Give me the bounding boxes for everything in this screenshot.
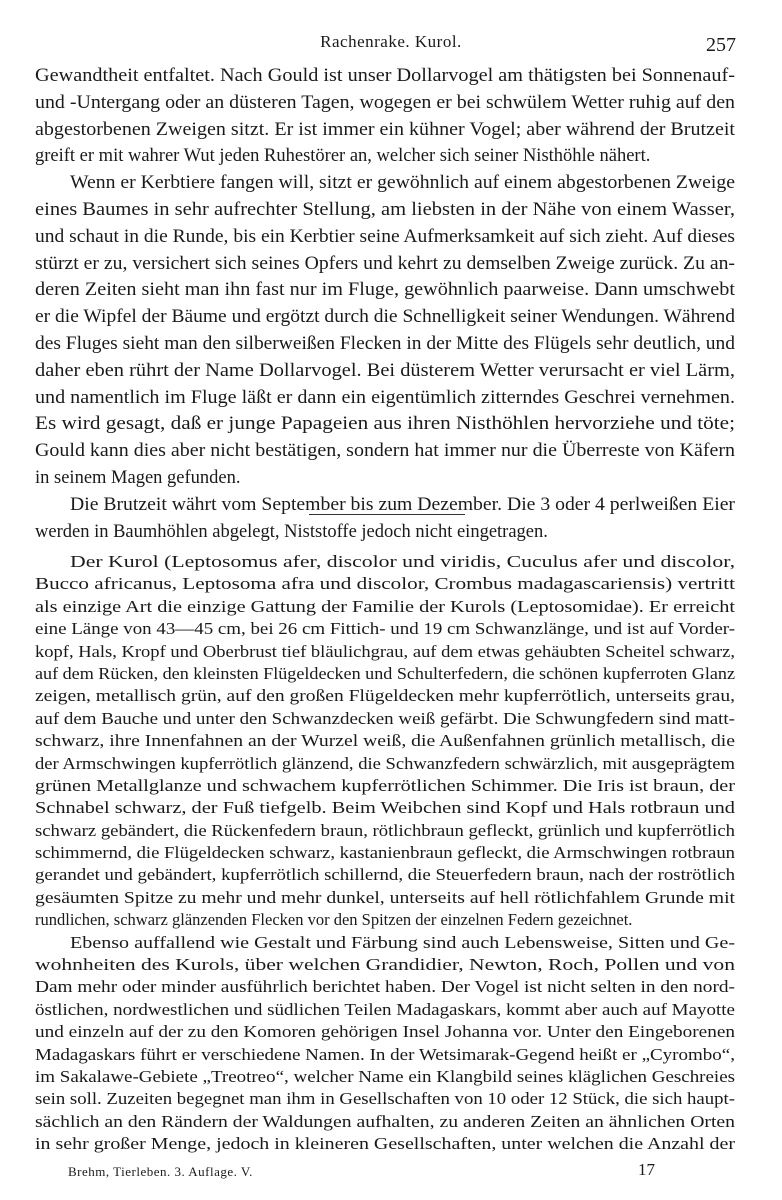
text-line xyxy=(35,170,735,197)
line-text: werden in Baumhöhlen abgelegt, Niststoffe jedoch nicht eingetragen. xyxy=(35,521,548,542)
text-line xyxy=(35,63,735,90)
text-line xyxy=(35,117,735,144)
line-text: sächlich an den Rändern der Waldungen aufhalten, zu anderen Zeiten an ähnlichen Orten xyxy=(35,1111,735,1131)
line-text: Wenn er Kerbtiere fangen will, sitzt er gewöhnlich auf einem abgestorbenen Zweige xyxy=(70,173,735,194)
line-text: schwarz, ihre Innenfahnen an der Wurzel weiß, die Außenfahnen grünlich metallisch, die xyxy=(35,731,735,751)
line-text: in sehr großer Menge, jedoch in kleineren Gesellschaften, unter welchen die Anzahl der xyxy=(35,1134,735,1154)
text-line xyxy=(35,1044,735,1066)
text-block-kurol xyxy=(35,551,735,1156)
text-line xyxy=(35,909,735,931)
text-line xyxy=(35,820,735,842)
text-line xyxy=(35,1088,735,1110)
text-line xyxy=(35,465,735,492)
text-line xyxy=(35,331,735,358)
text-line xyxy=(35,864,735,886)
paragraph xyxy=(35,492,735,546)
line-text: Die Brutzeit währt vom September bis zum Dezember. Die 3 oder 4 perlweißen Eier xyxy=(70,494,735,515)
line-text: eines Baumes in sehr aufrechter Stellung, am liebsten in der Nähe von einem Wasser, xyxy=(35,199,735,220)
line-text: abgestorbenen Zweigen sitzt. Er ist immer ein kühner Vogel; aber während der Brutzeit xyxy=(35,119,735,140)
text-line xyxy=(35,753,735,775)
text-line xyxy=(35,251,735,278)
line-text: Es wird gesagt, daß er junge Papageien aus ihren Nisthöhlen hervorziehe und töte; xyxy=(35,414,735,435)
line-text: und einzeln auf der zu den Komoren gehörigen Insel Johanna vor. Unter den Eingeborenen xyxy=(35,1022,736,1042)
line-text: auf dem Rücken, den kleinsten Flügeldecken und Schulterfedern, die schönen kupferroten Glanz xyxy=(35,663,735,683)
text-line xyxy=(35,573,735,595)
text-line xyxy=(35,999,735,1021)
text-line xyxy=(35,932,735,954)
text-line xyxy=(35,618,735,640)
section-divider xyxy=(309,514,465,515)
line-text: und schaut in die Runde, bis ein Kerbtier seine Aufmerksamkeit auf sich zieht. Auf dieses xyxy=(35,226,735,247)
text-line xyxy=(35,954,735,976)
text-line xyxy=(35,90,735,117)
text-line xyxy=(35,663,735,685)
text-line xyxy=(35,1133,735,1155)
text-line xyxy=(35,708,735,730)
line-text: der Armschwingen kupferrötlich glänzend, die Schwanzfedern schwärzlich, mit ausgeprägtem xyxy=(35,753,735,773)
text-line xyxy=(35,519,735,546)
footer-signature: Brehm, Tierleben. 3. Auflage. V. xyxy=(68,1164,253,1179)
text-line xyxy=(35,304,735,331)
text-line xyxy=(35,143,735,170)
line-text: rundlichen, schwarz glänzenden Flecken vor den Spitzen der einzelnen Federn gezeichnet. xyxy=(35,910,633,930)
text-line xyxy=(35,685,735,707)
paragraph xyxy=(35,551,735,932)
line-text: des Fluges sieht man den silberweißen Flecken in der Mitte des Flügels sehr deutlich, und xyxy=(35,333,735,354)
line-text: im Sakalawe-Gebiete „Treotreo“, welcher Name ein Klangbild seines kläglichen Geschreies xyxy=(35,1066,735,1086)
line-text: Gould kann dies aber nicht bestätigen, sondern hat immer nur die Überreste von Käfern xyxy=(35,441,735,462)
footer-sheet-number: 17 xyxy=(638,1160,655,1179)
line-text: schimmernd, die Flügeldecken schwarz, kastanienbraun gefleckt, die Armschwingen rotbraun xyxy=(35,843,735,863)
line-text: er die Wipfel der Bäume und ergötzt durch die Schnelligkeit seiner Wendungen. Während xyxy=(35,307,735,328)
line-text: eine Länge von 43—45 cm, bei 26 cm Fittich- und 19 cm Schwanzlänge, und ist auf Vorder- xyxy=(35,619,735,639)
text-line xyxy=(35,551,735,573)
line-text: als einzige Art die einzige Gattung der Familie der Kurols (Leptosomidae). Er erreicht xyxy=(35,596,735,616)
text-block-dollarvogel xyxy=(35,63,735,545)
text-line xyxy=(35,641,735,663)
text-line xyxy=(35,197,735,224)
line-text: schwarz gebändert, die Rückenfedern braun, rötlichbraun gefleckt, grünlich und kupferrötlich xyxy=(35,820,735,840)
running-header xyxy=(0,30,782,54)
line-text: Gewandtheit entfaltet. Nach Gould ist unser Dollarvogel am thätigsten bei Sonnenauf- xyxy=(35,66,735,86)
line-text: Madagaskars führt er verschiedene Namen. In der Wetsimarak-Gegend heißt er „Cyrombo“, xyxy=(35,1044,735,1064)
text-line xyxy=(35,1021,735,1043)
line-text: greift er mit wahrer Wut jeden Ruhestörer an, welcher sich seiner Nisthöhle nähert. xyxy=(35,146,651,167)
text-line xyxy=(35,797,735,819)
text-line xyxy=(35,438,735,465)
text-line xyxy=(35,385,735,412)
line-text: und -Untergang oder an düsteren Tagen, wogegen er bei schwülem Wetter ruhig auf den xyxy=(35,92,735,113)
text-line xyxy=(35,411,735,438)
text-line xyxy=(35,842,735,864)
text-line xyxy=(35,1111,735,1133)
line-text: gesäumten Spitze zu mehr und mehr dunkel, unterseits auf hell rötlichfahlem Grunde mit xyxy=(35,887,735,907)
line-text: grünen Metallglanze und schwachem kupferrötlichen Schimmer. Die Iris ist braun, der xyxy=(35,775,735,795)
line-text: deren Zeiten sieht man ihn fast nur im Fluge, gewöhnlich paarweise. Dann umschwebt xyxy=(35,280,735,301)
line-text: daher eben rührt der Name Dollarvogel. Bei düsterem Wetter verursacht er viel Lärm, xyxy=(35,360,735,381)
line-text: gerandet und gebändert, kupferrötlich schillernd, die Steuerfedern braun, nach der roströtlich xyxy=(35,865,735,885)
text-line xyxy=(35,1066,735,1088)
line-text: Schnabel schwarz, der Fuß tiefgelb. Beim Weibchen sind Kopf und Hals rotbraun und xyxy=(35,798,735,818)
line-text: kopf, Hals, Kropf und Oberbrust tief bläulichgrau, auf dem etwas gehäubten Scheitel schwarz, xyxy=(35,641,735,661)
text-line xyxy=(35,596,735,618)
paragraph xyxy=(35,932,735,1156)
running-title: Rachenrake. Kurol. xyxy=(320,32,462,51)
text-line xyxy=(35,224,735,251)
line-text: und namentlich im Fluge läßt er dann ein eigentümlich zitterndes Geschrei vernehmen. xyxy=(35,387,735,408)
line-text: Der Kurol (Leptosomus afer, discolor und viridis, Cuculus afer und discolor, xyxy=(70,552,735,571)
paragraph xyxy=(35,170,735,492)
text-line xyxy=(35,730,735,752)
line-text: sein soll. Zuzeiten begegnet man ihm in Gesellschaften von 10 oder 12 Stück, die sich haupt- xyxy=(35,1089,735,1109)
text-line xyxy=(35,775,735,797)
text-line xyxy=(35,358,735,385)
paragraph xyxy=(35,63,735,170)
line-text: auf dem Bauche und unter den Schwanzdecken weiß gefärbt. Die Schwungfedern sind matt- xyxy=(35,708,735,728)
line-text: wohnheiten des Kurols, über welchen Grandidier, Newton, Roch, Pollen und von xyxy=(35,955,735,975)
text-line xyxy=(35,887,735,909)
text-line xyxy=(35,976,735,998)
line-text: zeigen, metallisch grün, auf den großen Flügeldecken mehr kupferrötlich, unterseits grau, xyxy=(35,686,735,706)
line-text: östlichen, nordwestlichen und südlichen Teilen Madagaskars, kommt aber auch auf Mayotte xyxy=(35,999,735,1019)
line-text: in seinem Magen gefunden. xyxy=(35,467,241,488)
line-text: Ebenso auffallend wie Gestalt und Färbung sind auch Lebensweise, Sitten und Ge- xyxy=(70,932,735,952)
line-text: Dam mehr oder minder ausführlich berichtet haben. Der Vogel ist nicht selten in den nord- xyxy=(35,977,735,997)
text-line xyxy=(35,277,735,304)
line-text: stürzt er zu, versichert sich seines Opfers und kehrt zu demselben Zweige zurück. Zu an- xyxy=(35,253,735,274)
page-number: 257 xyxy=(706,34,736,56)
line-text: Bucco africanus, Leptosoma afra und discolor, Crombus madagascariensis) vertritt xyxy=(35,574,735,594)
